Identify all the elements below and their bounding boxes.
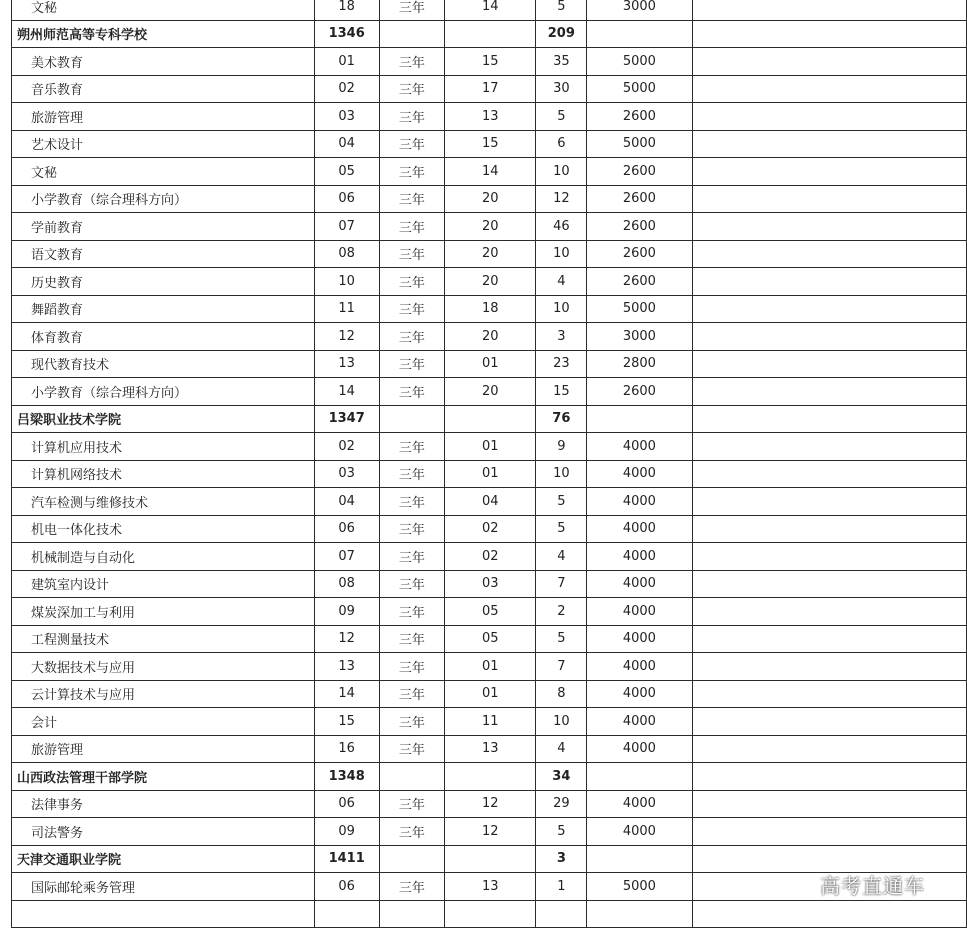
notes-cell <box>692 543 966 571</box>
tuition-cell: 4000 <box>587 790 692 818</box>
duration-cell <box>379 20 445 48</box>
name-cell: 机电一体化技术 <box>12 515 315 543</box>
code-cell: 08 <box>314 570 379 598</box>
duration-cell: 三年 <box>379 543 445 571</box>
duration-cell: 三年 <box>379 570 445 598</box>
plan-count-cell: 5 <box>536 488 587 516</box>
major-row <box>12 625 967 653</box>
duration-cell: 三年 <box>379 735 445 763</box>
name-cell: 体育教育 <box>12 323 315 351</box>
tuition-cell: 2600 <box>587 213 692 241</box>
category-cell <box>445 405 536 433</box>
name-cell: 舞蹈教育 <box>12 295 315 323</box>
code-cell: 13 <box>314 350 379 378</box>
duration-cell: 三年 <box>379 488 445 516</box>
code-cell: 12 <box>314 625 379 653</box>
plan-count-cell: 4 <box>536 735 587 763</box>
code-cell: 07 <box>314 213 379 241</box>
notes-cell <box>692 515 966 543</box>
plan-count-cell: 209 <box>536 20 587 48</box>
plan-count-cell: 6 <box>536 130 587 158</box>
name-cell: 大数据技术与应用 <box>12 653 315 681</box>
plan-count-cell: 35 <box>536 48 587 76</box>
tuition-cell: 2800 <box>587 350 692 378</box>
category-cell: 15 <box>445 130 536 158</box>
major-row <box>12 598 967 626</box>
code-cell: 18 <box>314 0 379 20</box>
code-cell: 03 <box>314 460 379 488</box>
tuition-cell: 4000 <box>587 488 692 516</box>
plan-count-cell: 10 <box>536 295 587 323</box>
name-cell: 汽车检测与维修技术 <box>12 488 315 516</box>
category-cell: 20 <box>445 268 536 296</box>
major-row <box>12 268 967 296</box>
category-cell: 13 <box>445 735 536 763</box>
notes-cell <box>692 488 966 516</box>
plan-count-cell: 5 <box>536 103 587 131</box>
code-cell: 08 <box>314 240 379 268</box>
code-cell: 1347 <box>314 405 379 433</box>
name-cell: 文秘 <box>12 158 315 186</box>
category-cell: 03 <box>445 570 536 598</box>
major-row <box>12 735 967 763</box>
major-row <box>12 185 967 213</box>
notes-cell <box>692 323 966 351</box>
duration-cell: 三年 <box>379 268 445 296</box>
code-cell: 06 <box>314 185 379 213</box>
name-cell: 朔州师范高等专科学校 <box>12 20 315 48</box>
notes-cell <box>692 900 966 928</box>
name-cell: 计算机网络技术 <box>12 460 315 488</box>
tuition-cell <box>587 845 692 873</box>
category-cell <box>445 20 536 48</box>
major-row <box>12 75 967 103</box>
category-cell: 01 <box>445 460 536 488</box>
code-cell: 11 <box>314 295 379 323</box>
category-cell: 14 <box>445 158 536 186</box>
school-row <box>12 405 967 433</box>
notes-cell <box>692 158 966 186</box>
notes-cell <box>692 268 966 296</box>
code-cell: 01 <box>314 48 379 76</box>
duration-cell: 三年 <box>379 515 445 543</box>
name-cell: 法律事务 <box>12 790 315 818</box>
notes-cell <box>692 818 966 846</box>
major-row <box>12 48 967 76</box>
notes-cell <box>692 213 966 241</box>
notes-cell <box>692 130 966 158</box>
category-cell: 20 <box>445 240 536 268</box>
tuition-cell: 2600 <box>587 240 692 268</box>
notes-cell <box>692 75 966 103</box>
category-cell: 20 <box>445 378 536 406</box>
duration-cell: 三年 <box>379 350 445 378</box>
duration-cell: 三年 <box>379 460 445 488</box>
category-cell: 05 <box>445 625 536 653</box>
category-cell: 05 <box>445 598 536 626</box>
duration-cell <box>379 763 445 791</box>
admission-plan-table <box>11 0 967 928</box>
plan-count-cell: 10 <box>536 708 587 736</box>
code-cell: 06 <box>314 790 379 818</box>
tuition-cell: 4000 <box>587 708 692 736</box>
plan-count-cell: 30 <box>536 75 587 103</box>
notes-cell <box>692 653 966 681</box>
notes-cell <box>692 103 966 131</box>
plan-count-cell: 8 <box>536 680 587 708</box>
code-cell: 1348 <box>314 763 379 791</box>
code-cell: 05 <box>314 158 379 186</box>
tuition-cell: 2600 <box>587 158 692 186</box>
tuition-cell: 4000 <box>587 598 692 626</box>
plan-count-cell: 46 <box>536 213 587 241</box>
category-cell: 11 <box>445 708 536 736</box>
notes-cell <box>692 405 966 433</box>
duration-cell: 三年 <box>379 103 445 131</box>
code-cell: 1411 <box>314 845 379 873</box>
duration-cell: 三年 <box>379 213 445 241</box>
category-cell: 20 <box>445 185 536 213</box>
category-cell: 01 <box>445 350 536 378</box>
category-cell: 01 <box>445 433 536 461</box>
plan-count-cell: 10 <box>536 158 587 186</box>
code-cell: 09 <box>314 598 379 626</box>
category-cell: 20 <box>445 213 536 241</box>
notes-cell <box>692 240 966 268</box>
name-cell: 会计 <box>12 708 315 736</box>
name-cell: 小学教育（综合理科方向） <box>12 378 315 406</box>
major-row <box>12 818 967 846</box>
admission-plan-table-wrapper <box>11 0 967 928</box>
major-row <box>12 378 967 406</box>
name-cell: 小学教育（综合理科方向） <box>12 185 315 213</box>
name-cell: 语文教育 <box>12 240 315 268</box>
name-cell: 历史教育 <box>12 268 315 296</box>
name-cell: 旅游管理 <box>12 735 315 763</box>
code-cell: 16 <box>314 735 379 763</box>
plan-count-cell: 29 <box>536 790 587 818</box>
major-row <box>12 515 967 543</box>
category-cell: 01 <box>445 680 536 708</box>
plan-count-cell <box>536 900 587 928</box>
category-cell: 14 <box>445 0 536 20</box>
name-cell: 建筑室内设计 <box>12 570 315 598</box>
notes-cell <box>692 735 966 763</box>
notes-cell <box>692 680 966 708</box>
plan-count-cell: 7 <box>536 653 587 681</box>
major-row <box>12 790 967 818</box>
category-cell: 13 <box>445 103 536 131</box>
duration-cell: 三年 <box>379 873 445 901</box>
tuition-cell: 4000 <box>587 543 692 571</box>
tuition-cell: 2600 <box>587 268 692 296</box>
name-cell: 现代教育技术 <box>12 350 315 378</box>
name-cell: 司法警务 <box>12 818 315 846</box>
code-cell: 04 <box>314 488 379 516</box>
notes-cell <box>692 708 966 736</box>
plan-count-cell: 4 <box>536 543 587 571</box>
notes-cell <box>692 763 966 791</box>
major-row <box>12 130 967 158</box>
code-cell: 12 <box>314 323 379 351</box>
table-body <box>12 0 967 928</box>
code-cell: 02 <box>314 75 379 103</box>
duration-cell: 三年 <box>379 323 445 351</box>
duration-cell: 三年 <box>379 818 445 846</box>
major-row <box>12 653 967 681</box>
plan-count-cell: 10 <box>536 460 587 488</box>
plan-count-cell: 34 <box>536 763 587 791</box>
name-cell: 天津交通职业学院 <box>12 845 315 873</box>
plan-count-cell: 5 <box>536 0 587 20</box>
major-row <box>12 460 967 488</box>
code-cell: 14 <box>314 378 379 406</box>
tuition-cell: 3000 <box>587 323 692 351</box>
duration-cell: 三年 <box>379 130 445 158</box>
tuition-cell: 2600 <box>587 378 692 406</box>
school-row <box>12 763 967 791</box>
tuition-cell: 4000 <box>587 735 692 763</box>
major-row <box>12 323 967 351</box>
name-cell: 机械制造与自动化 <box>12 543 315 571</box>
tuition-cell <box>587 20 692 48</box>
plan-count-cell: 9 <box>536 433 587 461</box>
plan-count-cell: 5 <box>536 818 587 846</box>
plan-count-cell: 12 <box>536 185 587 213</box>
major-row <box>12 680 967 708</box>
tuition-cell: 4000 <box>587 680 692 708</box>
tuition-cell <box>587 405 692 433</box>
category-cell: 04 <box>445 488 536 516</box>
tuition-cell: 4000 <box>587 460 692 488</box>
tuition-cell: 5000 <box>587 295 692 323</box>
category-cell: 17 <box>445 75 536 103</box>
tuition-cell: 3000 <box>587 0 692 20</box>
category-cell: 02 <box>445 543 536 571</box>
tuition-cell: 5000 <box>587 130 692 158</box>
tuition-cell: 4000 <box>587 625 692 653</box>
code-cell: 07 <box>314 543 379 571</box>
plan-count-cell: 15 <box>536 378 587 406</box>
major-row <box>12 350 967 378</box>
name-cell: 文秘 <box>12 0 315 20</box>
code-cell: 14 <box>314 680 379 708</box>
code-cell <box>314 900 379 928</box>
code-cell: 02 <box>314 433 379 461</box>
tuition-cell <box>587 763 692 791</box>
notes-cell <box>692 0 966 20</box>
major-row <box>12 0 967 20</box>
duration-cell: 三年 <box>379 378 445 406</box>
school-row <box>12 20 967 48</box>
name-cell: 工程测量技术 <box>12 625 315 653</box>
name-cell: 旅游管理 <box>12 103 315 131</box>
plan-count-cell: 5 <box>536 625 587 653</box>
code-cell: 03 <box>314 103 379 131</box>
major-row <box>12 433 967 461</box>
plan-count-cell: 10 <box>536 240 587 268</box>
code-cell: 06 <box>314 873 379 901</box>
category-cell <box>445 900 536 928</box>
category-cell: 02 <box>445 515 536 543</box>
name-cell: 美术教育 <box>12 48 315 76</box>
duration-cell: 三年 <box>379 75 445 103</box>
duration-cell: 三年 <box>379 625 445 653</box>
notes-cell <box>692 378 966 406</box>
duration-cell: 三年 <box>379 295 445 323</box>
tuition-cell <box>587 900 692 928</box>
notes-cell <box>692 845 966 873</box>
name-cell: 煤炭深加工与利用 <box>12 598 315 626</box>
name-cell: 国际邮轮乘务管理 <box>12 873 315 901</box>
duration-cell <box>379 405 445 433</box>
category-cell: 18 <box>445 295 536 323</box>
tuition-cell: 4000 <box>587 570 692 598</box>
name-cell: 吕梁职业技术学院 <box>12 405 315 433</box>
notes-cell <box>692 20 966 48</box>
duration-cell: 三年 <box>379 598 445 626</box>
notes-cell <box>692 295 966 323</box>
major-row <box>12 570 967 598</box>
major-row <box>12 708 967 736</box>
tuition-cell: 5000 <box>587 873 692 901</box>
plan-count-cell: 7 <box>536 570 587 598</box>
tuition-cell: 2600 <box>587 185 692 213</box>
duration-cell <box>379 845 445 873</box>
duration-cell: 三年 <box>379 653 445 681</box>
duration-cell: 三年 <box>379 48 445 76</box>
notes-cell <box>692 48 966 76</box>
name-cell: 云计算技术与应用 <box>12 680 315 708</box>
category-cell: 13 <box>445 873 536 901</box>
notes-cell <box>692 570 966 598</box>
code-cell: 09 <box>314 818 379 846</box>
duration-cell: 三年 <box>379 0 445 20</box>
notes-cell <box>692 460 966 488</box>
major-row <box>12 240 967 268</box>
plan-count-cell: 76 <box>536 405 587 433</box>
tuition-cell: 2600 <box>587 103 692 131</box>
code-cell: 10 <box>314 268 379 296</box>
school-row <box>12 845 967 873</box>
tuition-cell: 4000 <box>587 653 692 681</box>
tuition-cell: 4000 <box>587 818 692 846</box>
notes-cell <box>692 350 966 378</box>
duration-cell: 三年 <box>379 240 445 268</box>
code-cell: 15 <box>314 708 379 736</box>
notes-cell <box>692 625 966 653</box>
notes-cell <box>692 433 966 461</box>
name-cell: 山西政法管理干部学院 <box>12 763 315 791</box>
notes-cell <box>692 185 966 213</box>
tuition-cell: 4000 <box>587 433 692 461</box>
major-row <box>12 295 967 323</box>
tuition-cell: 5000 <box>587 75 692 103</box>
name-cell: 学前教育 <box>12 213 315 241</box>
category-cell <box>445 845 536 873</box>
plan-count-cell: 23 <box>536 350 587 378</box>
name-cell <box>12 900 315 928</box>
plan-count-cell: 5 <box>536 515 587 543</box>
duration-cell <box>379 900 445 928</box>
plan-count-cell: 3 <box>536 323 587 351</box>
watermark: 高考直通车 <box>820 874 925 898</box>
major-row <box>12 543 967 571</box>
major-row <box>12 213 967 241</box>
name-cell: 艺术设计 <box>12 130 315 158</box>
name-cell: 计算机应用技术 <box>12 433 315 461</box>
tuition-cell: 4000 <box>587 515 692 543</box>
major-row <box>12 488 967 516</box>
major-row <box>12 900 967 928</box>
duration-cell: 三年 <box>379 433 445 461</box>
duration-cell: 三年 <box>379 680 445 708</box>
plan-count-cell: 4 <box>536 268 587 296</box>
name-cell: 音乐教育 <box>12 75 315 103</box>
code-cell: 04 <box>314 130 379 158</box>
duration-cell: 三年 <box>379 708 445 736</box>
category-cell: 01 <box>445 653 536 681</box>
plan-count-cell: 2 <box>536 598 587 626</box>
duration-cell: 三年 <box>379 790 445 818</box>
duration-cell: 三年 <box>379 158 445 186</box>
notes-cell <box>692 598 966 626</box>
code-cell: 1346 <box>314 20 379 48</box>
category-cell: 12 <box>445 818 536 846</box>
category-cell: 12 <box>445 790 536 818</box>
category-cell: 15 <box>445 48 536 76</box>
notes-cell <box>692 790 966 818</box>
tuition-cell: 5000 <box>587 48 692 76</box>
duration-cell: 三年 <box>379 185 445 213</box>
plan-count-cell: 1 <box>536 873 587 901</box>
category-cell <box>445 763 536 791</box>
plan-count-cell: 3 <box>536 845 587 873</box>
code-cell: 06 <box>314 515 379 543</box>
category-cell: 20 <box>445 323 536 351</box>
major-row <box>12 158 967 186</box>
major-row <box>12 103 967 131</box>
code-cell: 13 <box>314 653 379 681</box>
